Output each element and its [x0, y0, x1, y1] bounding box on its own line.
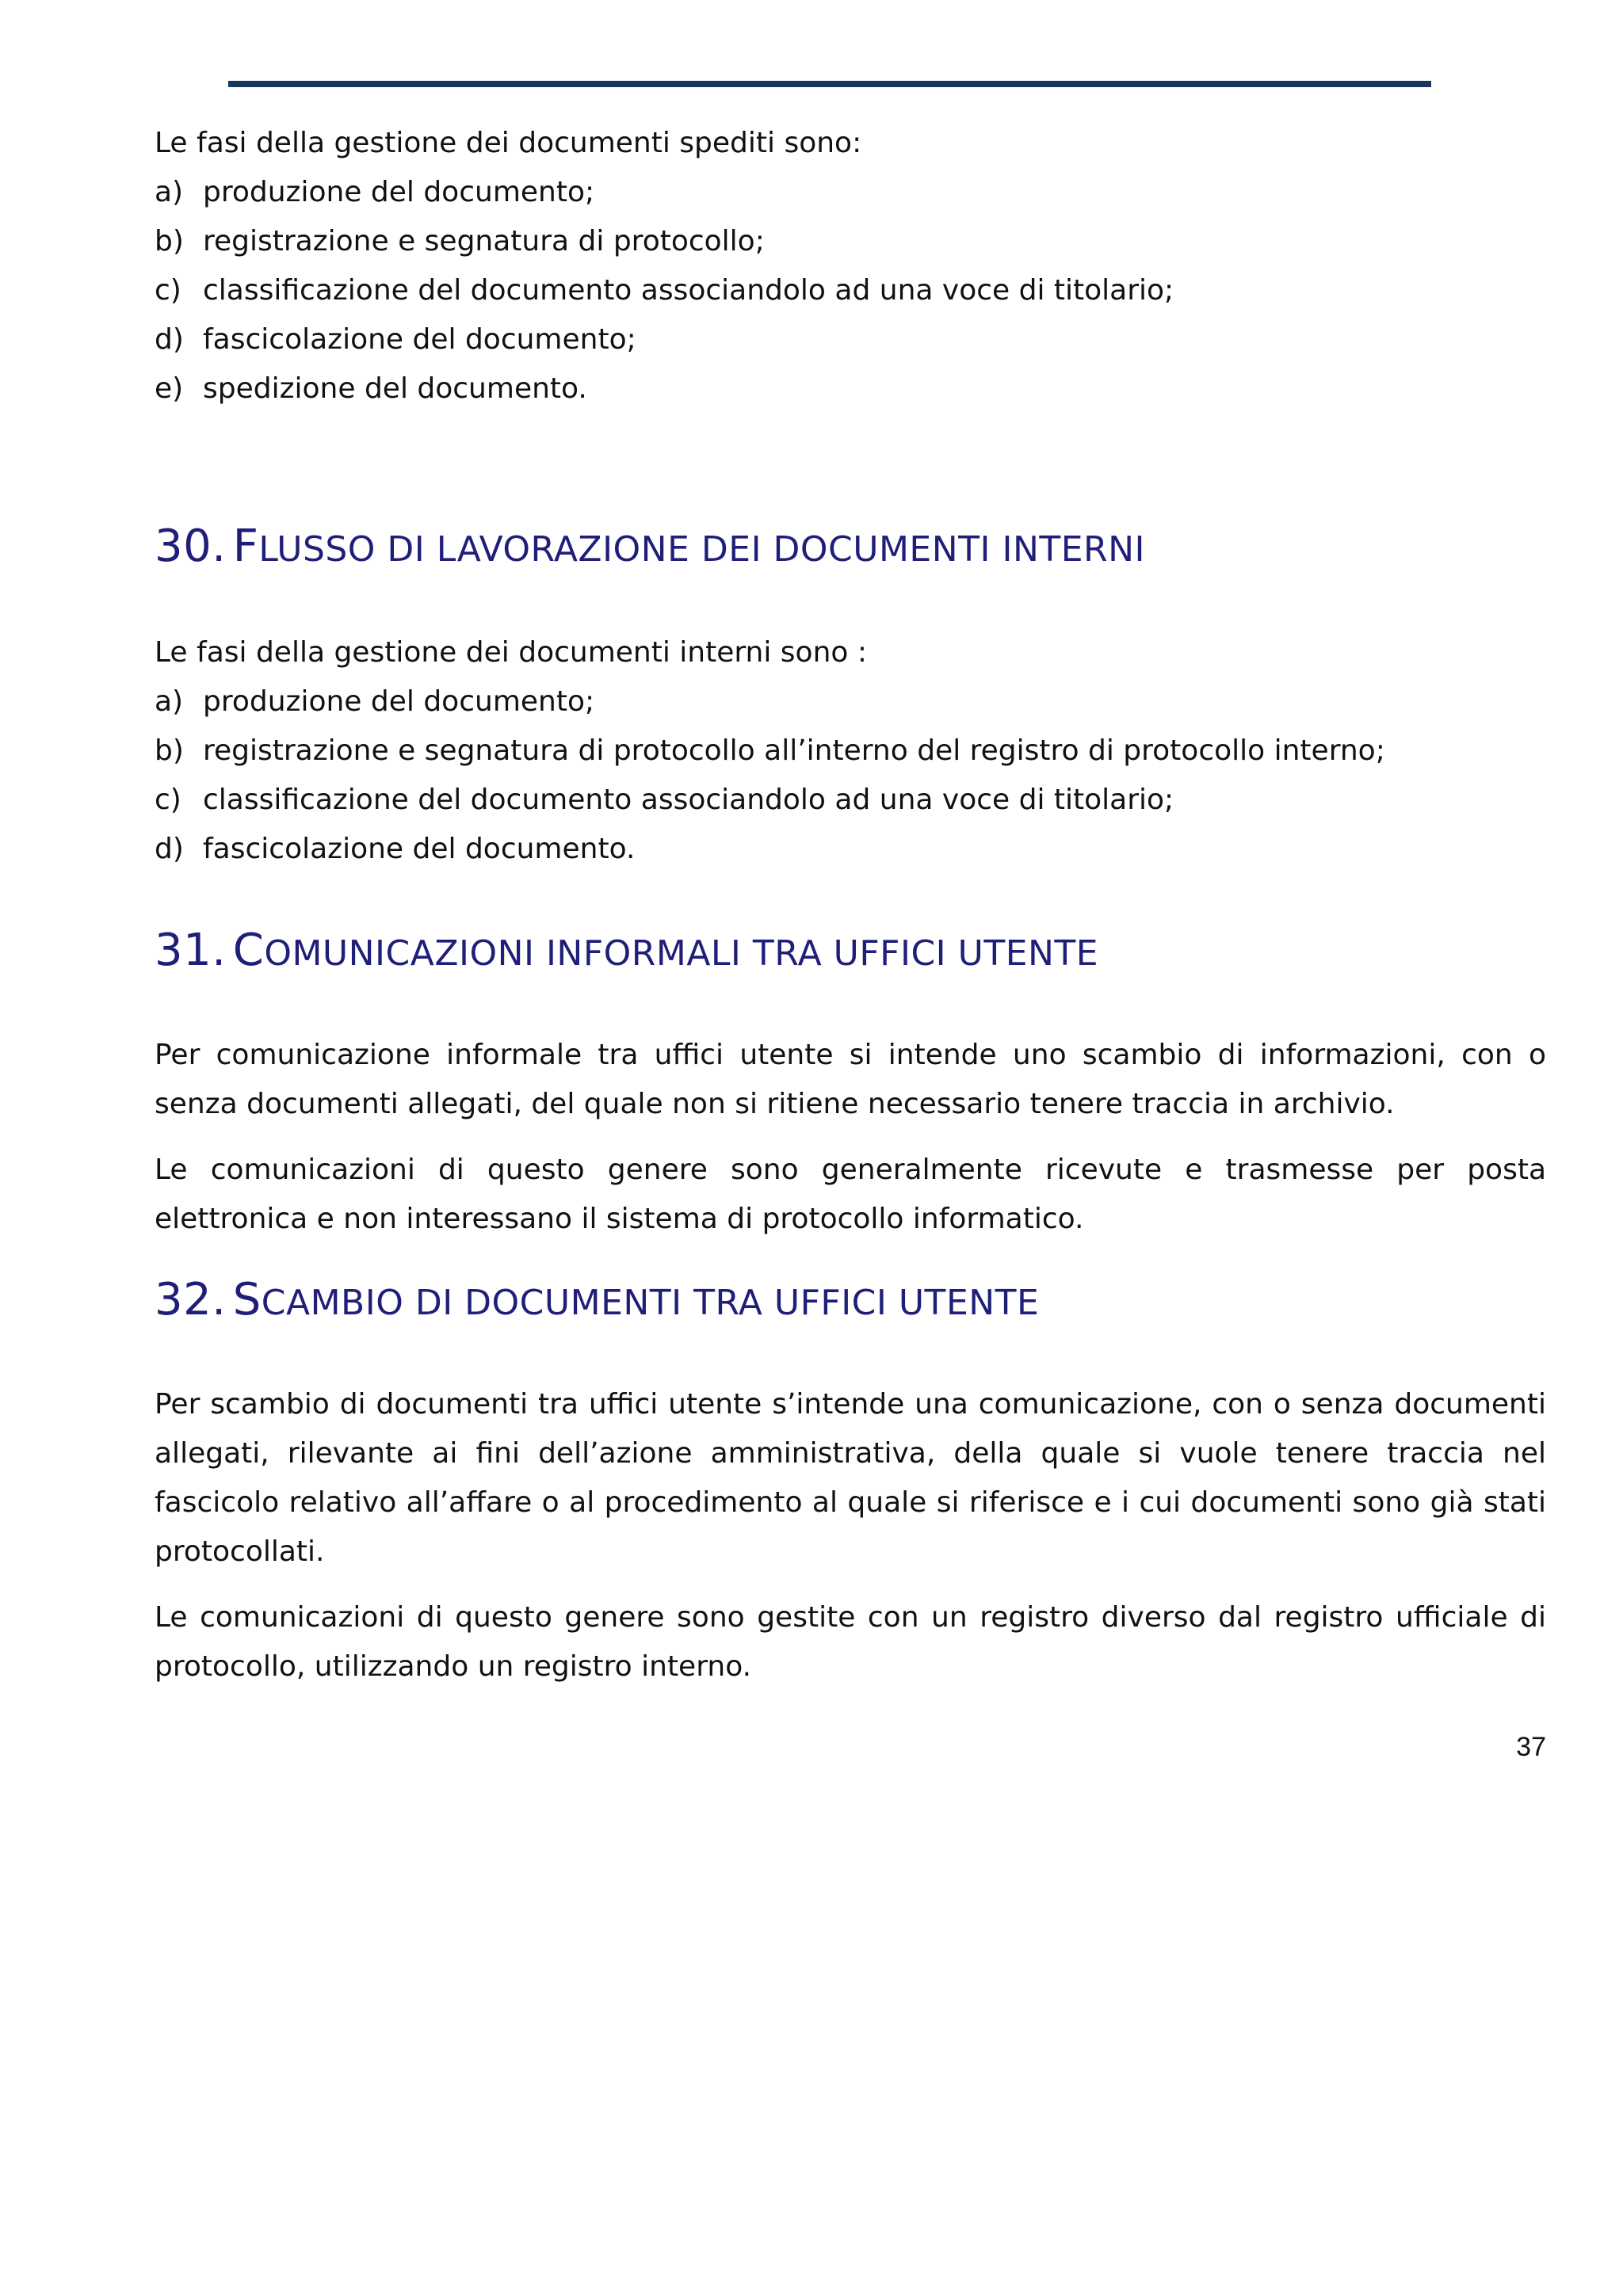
list-item [155, 168, 1546, 217]
sent-intro: Le fasi della gestione dei documenti spediti sono: [155, 127, 862, 159]
paragraph: Per comunicazione informale tra uffici utente si intende uno scambio di informazioni, con o senza documenti allegati, del quale non si ritiene necessario tenere traccia in archivio. [155, 1039, 1546, 1120]
list-item [155, 217, 1546, 266]
list-item-text: produzione del documento; [203, 685, 595, 718]
list-item-text: registrazione e segnatura di protocollo all’interno del registro di protocollo interno; [203, 734, 1385, 767]
list-marker: b) [155, 225, 184, 257]
list-item-text: classificazione del documento associandolo ad una voce di titolario; [203, 784, 1174, 816]
list-marker: b) [155, 734, 184, 767]
list-item [155, 266, 1546, 315]
sent-list [155, 168, 1546, 414]
list-marker: d) [155, 323, 184, 356]
list-marker: a) [155, 685, 184, 718]
paragraph: Per scambio di documenti tra uffici utente s’intende una comunicazione, con o senza documenti allegati, rilevante ai fini dell’azione amministrativa, della quale si vuole tenere traccia nel fascicolo relativo all’affare o al procedimento al quale si riferisce e i cui documenti sono già stati protocollati. [155, 1388, 1546, 1568]
list-item [155, 727, 1546, 776]
list-item [155, 825, 1546, 874]
list-item-text: spedizione del documento. [203, 372, 587, 405]
section-title-rest: CAMBIO DI DOCUMENTI TRA UFFICI UTENTE [261, 1283, 1040, 1323]
header-rule [228, 81, 1431, 87]
section-title-initial: S [232, 1274, 262, 1325]
section-title-initial: F [232, 521, 259, 572]
list-marker: c) [155, 274, 181, 307]
list-item-text: classificazione del documento associandolo ad una voce di titolario; [203, 274, 1174, 307]
list-item-text: registrazione e segnatura di protocollo; [203, 225, 765, 257]
list-marker: c) [155, 784, 181, 816]
list-item [155, 776, 1546, 825]
internal-intro: Le fasi della gestione dei documenti interni sono : [155, 636, 867, 669]
section-number: 32. [155, 1274, 227, 1325]
section-30-heading [155, 521, 1546, 572]
section-31-heading [155, 925, 1546, 976]
section-number: 31. [155, 925, 227, 976]
list-item-text: fascicolazione del documento. [203, 833, 636, 865]
section-32-heading [155, 1274, 1546, 1325]
list-item-text: produzione del documento; [203, 176, 595, 208]
paragraph: Le comunicazioni di questo genere sono gestite con un registro diverso dal registro ufficiale di protocollo, utilizzando un registro interno. [155, 1601, 1546, 1683]
internal-list [155, 677, 1546, 874]
section-title-initial: C [232, 925, 265, 976]
list-item [155, 315, 1546, 364]
section-title-rest: LUSSO DI LAVORAZIONE DEI DOCUMENTI INTERNI [258, 529, 1146, 570]
paragraph: Le comunicazioni di questo genere sono generalmente ricevute e trasmesse per posta elettronica e non interessano il sistema di protocollo informatico. [155, 1154, 1546, 1235]
section-title-rest: OMUNICAZIONI INFORMALI TRA UFFICI UTENTE [264, 933, 1099, 974]
list-item-text: fascicolazione del documento; [203, 323, 636, 356]
section-number: 30. [155, 521, 227, 572]
list-item [155, 364, 1546, 414]
list-marker: d) [155, 833, 184, 865]
list-marker: e) [155, 372, 184, 405]
list-marker: a) [155, 176, 184, 208]
page-content [155, 119, 1546, 1691]
list-item [155, 677, 1546, 727]
page-number: 37 [1516, 1732, 1546, 1762]
